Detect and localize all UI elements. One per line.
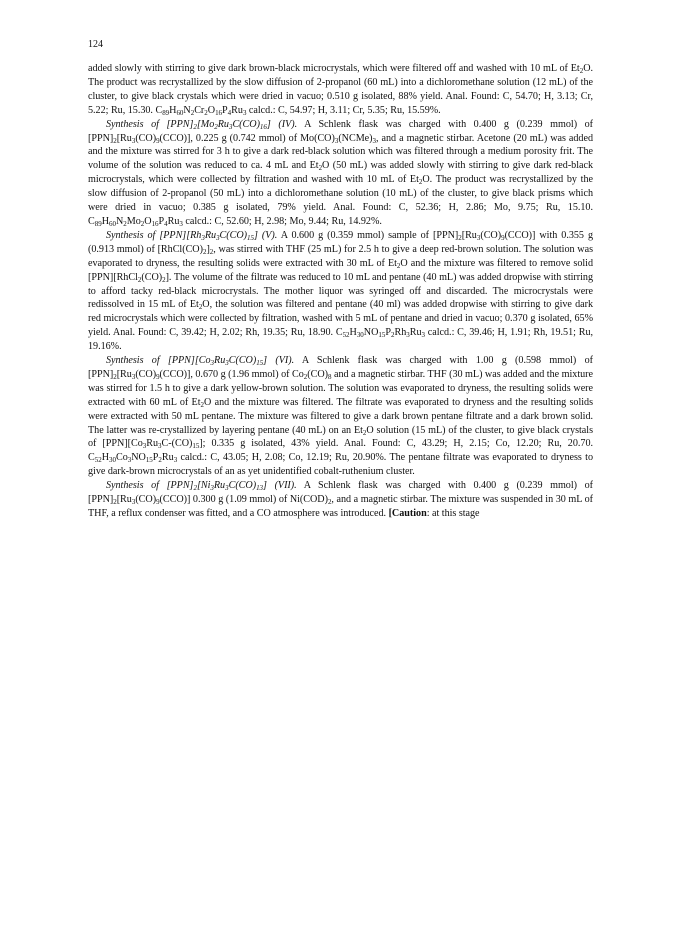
caution-label: [Caution (388, 508, 427, 519)
paragraph-3: Synthesis of $[PPN][Rh_3Ru_3C(CO)_{15}]$ (V). A 0.600 g (0.359 mmol) sample of $[PPN]_2[Ru_3(CO)_9(CCO)]$ with 0.355 g (0.913 mmol) of $[RhCl(CO)_2]_2$, was stirred with THF (25 mL) for 2.5 h to give a deep red-brown solution. The solution was evaporated to dryness, the resulting solids were extracted with 30 mL of $Et_2O$ and the mixture was filtered to remove solid $[PPN][RhCl_2(CO)_2]$. The volume of the filtrate was reduced to 10 mL and pentane (40 mL) was added dropwise with stirring to afford tacky red-black microcrystals. The mother liquor was syringed off and discarded. The microcrystals were redissolved in 15 mL of $Et_2O$, the solution was filtered and pentane (40 ml) was added dropwise with stirring to give dark red microcrystals which were collected by filtration, washed with 5 mL of pentane and dried in vacuo; 0.370 g isolated, 65% yield. Anal. Found: C, 39.42; H, 2.02; Rh, 19.35; Ru, 18.90. $C_{52}H_{30}NO_{15}P_2Rh_3Ru_3$ calcd.: C, 39.46; H, 1.91; Rh, 19.51; Ru, 19.16%. (88, 229, 593, 353)
synthesis-heading: Synthesis of $[PPN]_2[Ni_3Ru_3C(CO)_{13}]$ (VII). (106, 480, 297, 493)
paragraph-1: added slowly with stirring to give dark brown-black microcrystals, which were filtered off and washed with 10 mL of $Et_2O$. The product was recrystallized by the slow diffusion of 2-propanol (60 mL) into a dichloromethane solution (12 mL) of the cluster, to give black crystals which were dried in vacuo; 0.510 g isolated, 88% yield. Anal. Found: C, 54.70; H, 3.13; Cr, 5.22; Ru, 15.30. $C_{89}H_{60}N_2Cr_2O_{16}P_4Ru_3$ calcd.: C, 54.97; H, 3.11; Cr, 5.35; Ru, 15.59%. (88, 63, 593, 117)
paragraph-2: Synthesis of $[PPN]_2[Mo_2Ru_3C(CO)_{16}]$ (IV). A Schlenk flask was charged with 0.400 g (0.239 mmol) of $[PPN]_2[Ru_3(CO)_9(CCO)]$, 0.225 g (0.742 mmol) of $Mo(CO)_3(NCMe)_3$, and a magnetic stirbar. Acetone (20 mL) was added and the mixture was stirred for 3 h to give a dark red-black solution which was filtered through a medium porosity frit. The volume of the solution was reduced to ca. 4 mL and $Et_2O$ (50 mL) was added slowly with stirring to give dark red-black microcrystals, which were collected by filtration and washed with 10 mL of $Et_2O$. The product was recrystallized by the slow diffusion of 2-propanol (50 mL) into a dichloromethane solution (10 mL) of the cluster, to give black prisms which were dried in vacuo; 0.385 g isolated, 79% yield. Anal. Found: C, 52.36; H, 2.86; Mo, 9.75; Ru, 15.10. $C_{89}H_{60}N_2Mo_2O_{16}P_4Ru_3$ calcd.: C, 52.60; H, 2.98; Mo, 9.44; Ru, 14.92%. (88, 118, 594, 228)
synthesis-heading: Synthesis of $[PPN]_2[Mo_2Ru_3C(CO)_{16}]$ (IV). (106, 118, 298, 131)
synthesis-heading: Synthesis of $[PPN][Co_3Ru_3C(CO)_{15}]$ (VI). (106, 355, 295, 368)
synthesis-heading: Synthesis of $[PPN][Rh_3Ru_3C(CO)_{15}]$ (V). (106, 229, 278, 242)
page-number: 124 (88, 39, 103, 50)
paragraph-5: Synthesis of $[PPN]_2[Ni_3Ru_3C(CO)_{13}]$ (VII). A Schlenk flask was charged with 0.400 g (0.239 mmol) of $[PPN]_2[Ru_3(CO)_9(CCO)]$ 0.300 g (1.09 mmol) of $Ni(COD)_2$, and a magnetic stirbar. The mixture was suspended in 30 mL of THF, a reflux condenser was fitted, and a CO atmosphere was introduced. [Caution: at this stage (88, 480, 594, 519)
paragraph-4: Synthesis of $[PPN][Co_3Ru_3C(CO)_{15}]$ (VI). A Schlenk flask was charged with 1.00 g (0.598 mmol) of $[PPN]_2[Ru_3(CO)_9(CCO)]$, 0.670 g (1.96 mmol) of $Co_2(CO)_8$ and a magnetic stirbar. THF (30 mL) was added and the mixture was stirred for 1.5 h to give a dark yellow-brown solution. The solution was evaporated to dryness, the resulting solids were extracted with 60 mL of $Et_2O$ and the mixture was filtered. The filtrate was evaporated to dryness and the resulting solids were extracted with 50 mL pentane. The mixture was filtered to give a dark brown pentane filtrate and a dark brown solid. The latter was re-crystallized by layering pentane (40 mL) on an $Et_2O$ solution (15 mL) of the cluster, to give black crystals of $[PPN][Co_3Ru_3C-(CO)_{15}]$; 0.335 g isolated, 43% yield. Anal. Found: C, 43.29; H, 2.15; Co, 12.20; Ru, 20.70. $C_{52}H_{30}Co_3NO_{15}P_2Ru_3$ calcd.: C, 43.05; H, 2.08; Co, 12.19; Ru, 20.90%. The pentane filtrate was evaporated to dryness to give dark-brown microcrystals of an as yet unidentified cobalt-ruthenium cluster. (88, 355, 594, 478)
body-text (88, 62, 593, 521)
